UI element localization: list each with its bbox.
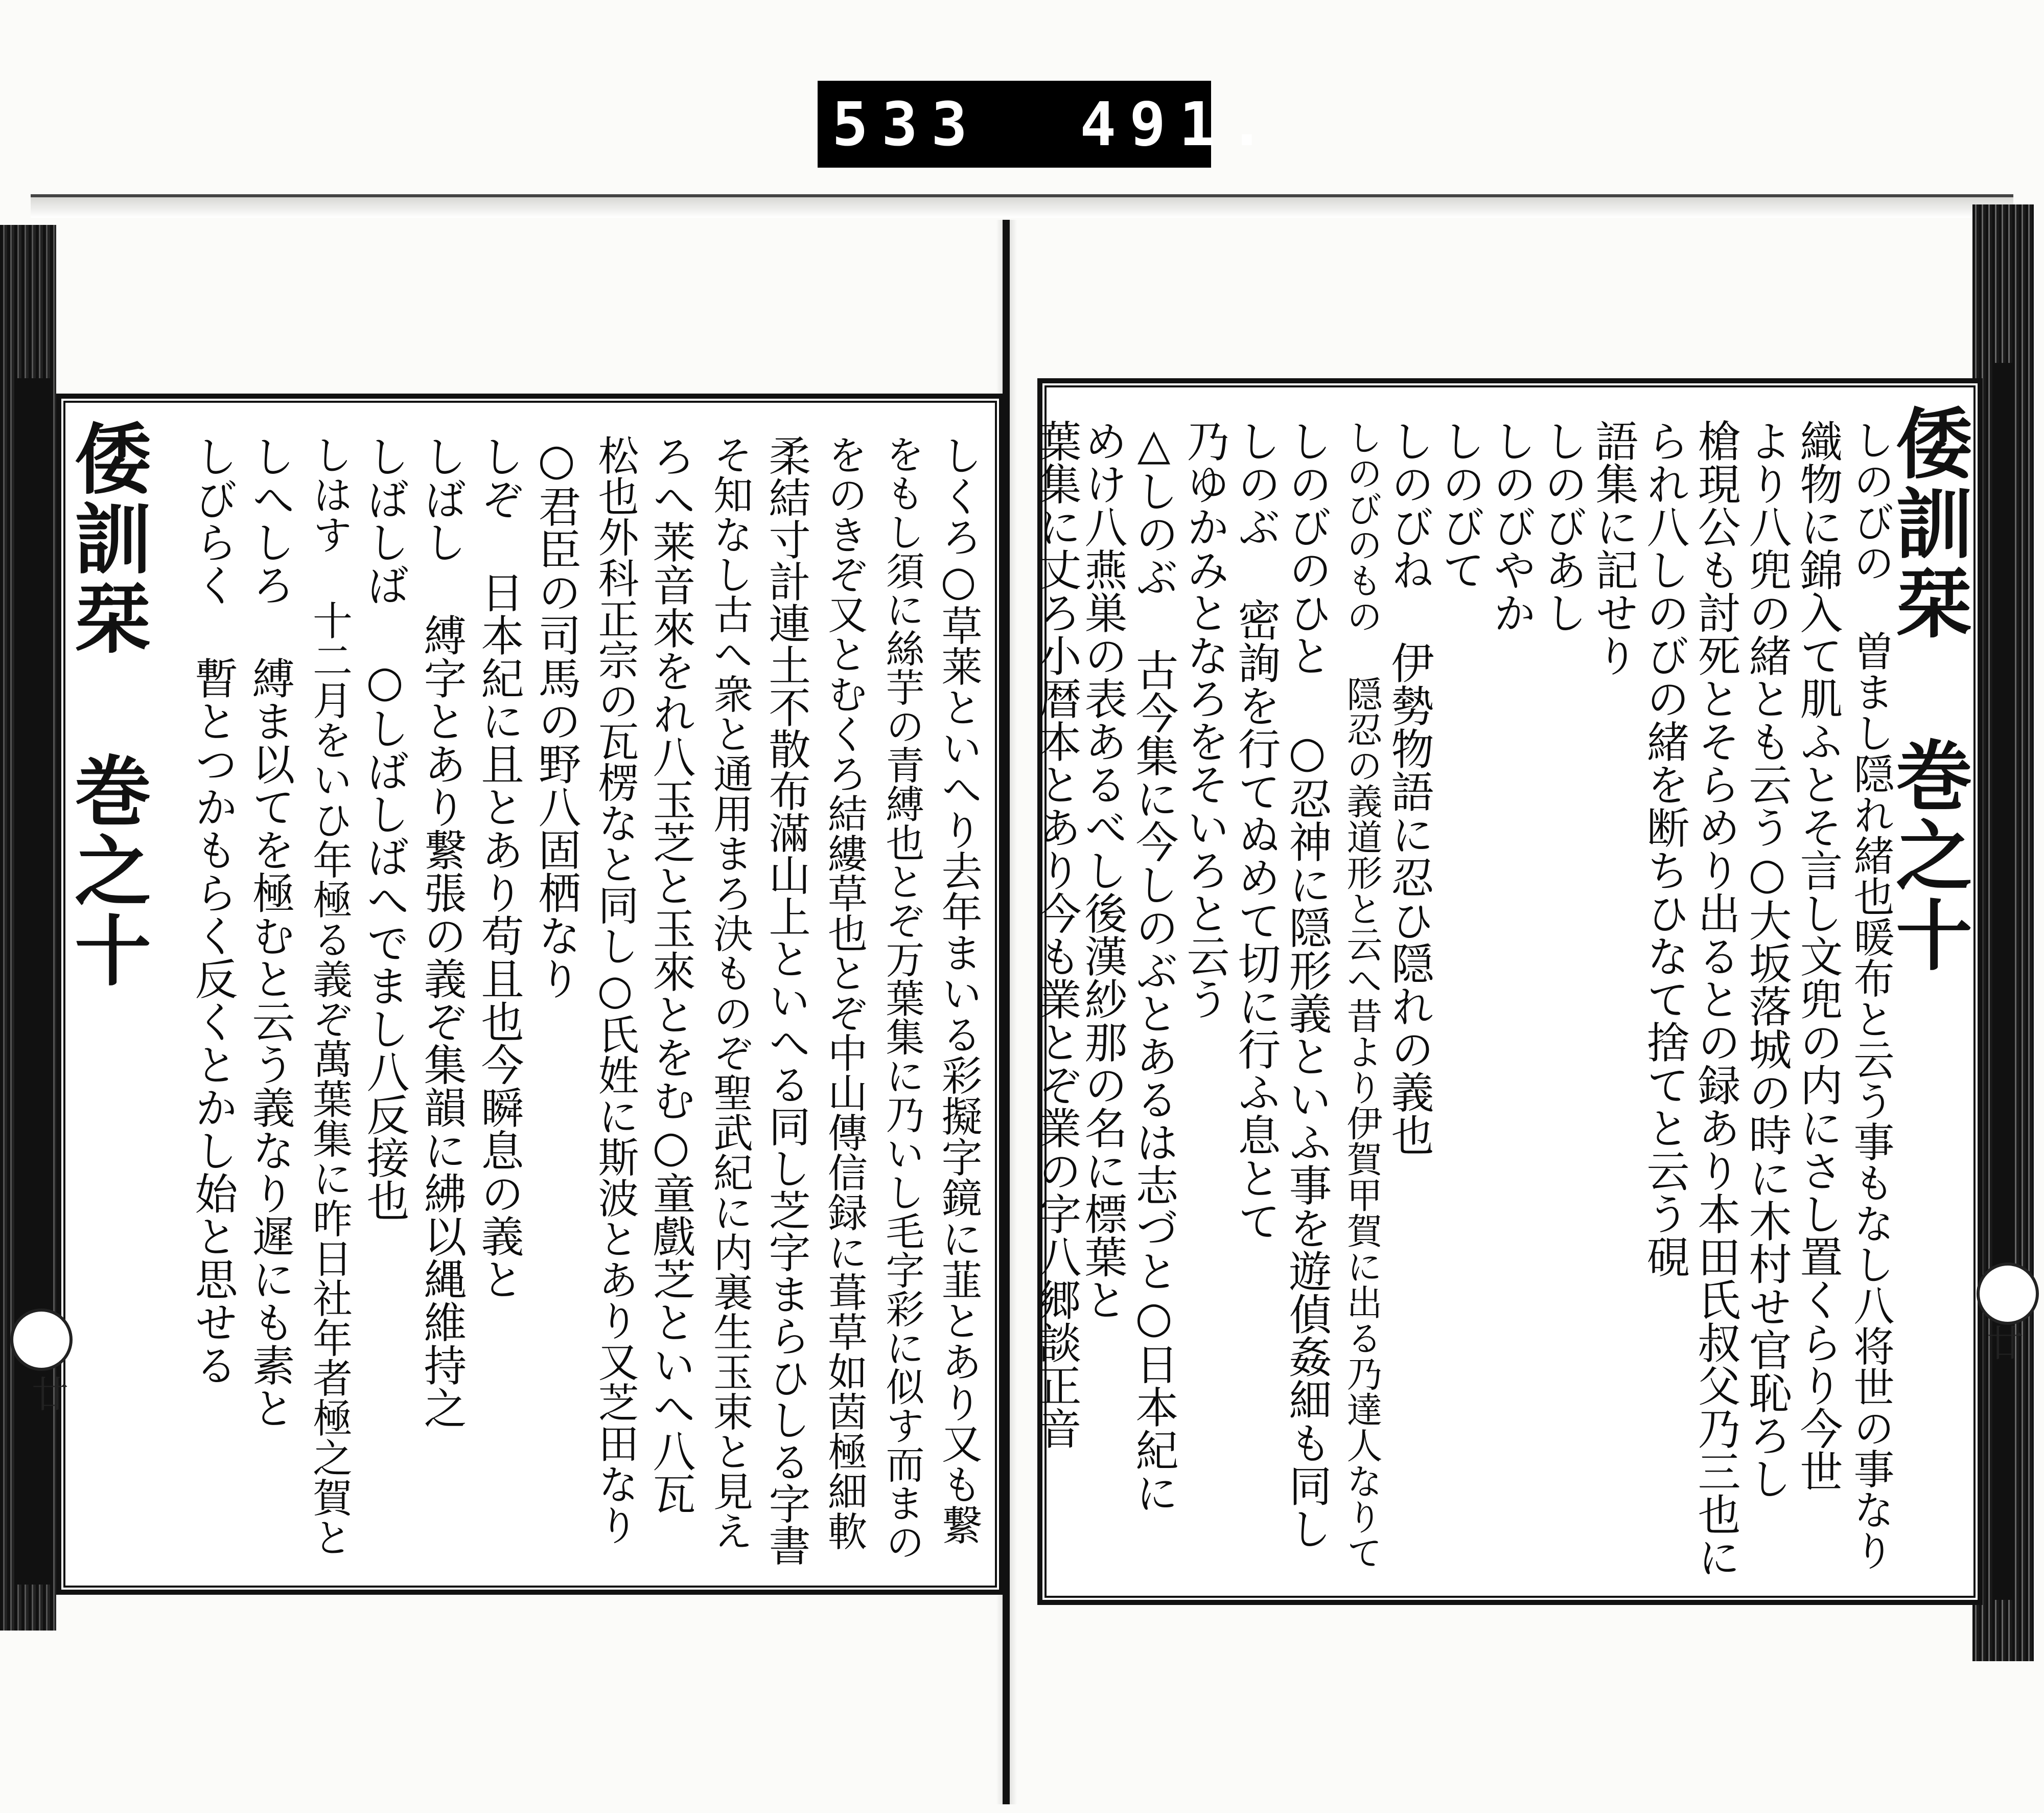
left-page-frame	[26, 394, 1004, 1595]
left-column-14: しびらく 暫とつかもらく反くとかし始と思せる	[188, 434, 238, 1386]
left-column-8: ○君臣の司馬の野八固栖なり	[531, 434, 582, 1000]
left-column-2: をもし須に絲芋の青縛也とぞ万葉集に乃いし毛字彩に似す而まの	[879, 434, 925, 1561]
right-column-6: 語集に記せり	[1589, 419, 1639, 677]
right-column-14: 乃ゆかみとなろをそいろと云う	[1180, 419, 1230, 1020]
right-column-8: しのびやか	[1486, 419, 1537, 634]
right-column-5: られ八しのびの緒を断ちひなて捨てと云う硯	[1640, 419, 1690, 1278]
right-page-header: 倭訓栞 巻之十	[1883, 404, 1972, 975]
right-column-7: しのびあし	[1538, 419, 1588, 634]
left-column-7: 松也外科正宗の瓦楞なと同し○氏姓に斯波とあり又芝田なり	[591, 434, 639, 1545]
right-column-9: しのびて	[1435, 419, 1485, 591]
left-column-13: しへしろ 縛ま以てを極むと云う義なり遲にも素と	[245, 434, 295, 1429]
left-column-4: 柔結寸計連土不散布滿山上といへる同し芝字まらひしる字書	[762, 434, 810, 1566]
right-column-13: しのぶ 密詢を行てぬめて切に行ふ息とて	[1231, 419, 1281, 1242]
left-column-11: しばしば ○しばしばへでまし八反接也	[360, 434, 410, 1222]
left-column-12: しはす 十二月をいひ年極る義ぞ萬葉集に昨日社年者極之賀と	[306, 434, 352, 1557]
right-column-4: 槍現公も討死とそらめり出るとの録あり本田氏叔父乃三也に	[1691, 419, 1741, 1578]
right-column-1: しのびの 曽まし隠れ緒也暖布と云う事もなし八将世の事なり	[1847, 419, 1894, 1571]
right-column-10: しのびね 伊勢物語に忍ひ隠れの義也	[1384, 419, 1434, 1156]
right-column-3: より八兜の緒とも云う○大坂落城の時に木村せ官恥ろし	[1742, 419, 1792, 1500]
left-page-header: 倭訓栞 巻之十	[61, 419, 151, 991]
left-column-1: しくろ○草莱といへり去年まいる彩擬字鏡に韮とあり又も繋	[935, 434, 982, 1545]
left-column-3: をのきぞ又とむくろ結縷草也とぞ中山傳信録に葺草如茵極細軟	[821, 434, 867, 1551]
right-folio-number: 廿	[1981, 1324, 2024, 1361]
right-header-bar	[1993, 363, 2013, 1600]
left-column-6: ろへ莱音來をれ八玉芝と玉來とをむ○童戲芝といへ八瓦	[646, 434, 696, 1515]
left-folio-mark	[10, 1309, 73, 1371]
left-column-5: そ知なし古へ衆と通用まろ決ものぞ聖武紀に内裏生玉束と見え	[707, 434, 753, 1551]
right-folio-mark	[1977, 1263, 2039, 1325]
left-column-9: しぞ 日本紀に且とあり苟且也今瞬息の義と	[474, 434, 524, 1300]
right-column-16: めけ八燕巣の表あるべし後漢紗那の名に標葉と	[1078, 419, 1128, 1321]
right-column-11: しのびのもの 隠忍の義道形と云へ昔より伊賀甲賀に出る乃達人なりて	[1341, 419, 1383, 1570]
right-column-15: △しのぶ 古今集に今しのぶとあるは志づと○日本紀に	[1129, 419, 1179, 1514]
left-column-10: しばし 縛字とあり繋張の義ぞ集韻に紼以縄維持之	[417, 434, 467, 1429]
book-top-edge	[31, 194, 2013, 218]
right-column-12: しのびのひと ○忍神に隠形義といふ事を遊偵姦細も同し	[1282, 419, 1332, 1550]
right-column-17: 葉集に丈ろ小暦本とあり今も業とぞ業の字八郷談正音	[1032, 419, 1082, 1450]
right-column-2: 織物に錦入て肌ふとそ言し文兜の内にさし置くらり今世	[1793, 419, 1843, 1493]
right-page-frame	[1032, 378, 2024, 1605]
accession-number-label: 533 491.	[818, 81, 1211, 168]
left-folio-number: 廿	[26, 1375, 68, 1412]
